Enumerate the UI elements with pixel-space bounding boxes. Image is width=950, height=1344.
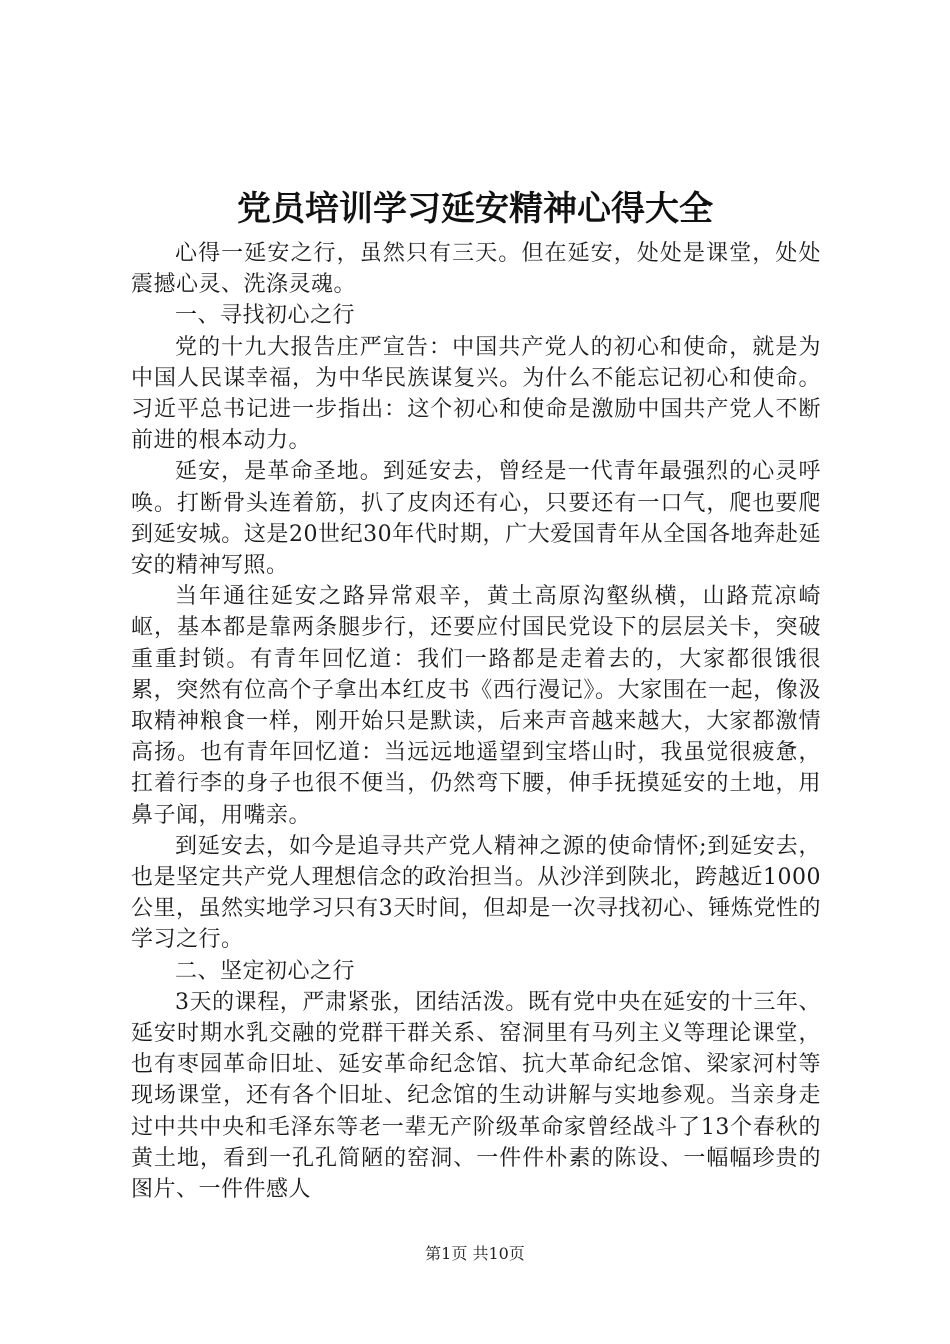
section-heading: 一、寻找初心之行: [175, 303, 356, 329]
section-heading: 二、坚定初心之行: [175, 958, 356, 984]
paragraph: 到延安去，如今是追寻共产党人精神之源的使命情怀;到延安去，也是坚定共产党人理想信念的政治担当。从沙洋到陕北，跨越近1000公里，虽然实地学习只有3天时间，但却是一次寻找初心、锤炼党性的学习之行。: [131, 833, 821, 953]
paragraph: 党的十九大报告庄严宣告：中国共产党人的初心和使命，就是为中国人民谋幸福，为中华民族谋复兴。为什么不能忘记初心和使命。习近平总书记进一步指出：这个初心和使命是激励中国共产党人不断前进的根本动力。: [131, 334, 821, 454]
document-title: 党员培训学习延安精神心得大全: [237, 189, 713, 229]
document-body: [131, 238, 821, 1205]
page-footer: 第1页 共10页: [425, 1244, 525, 1263]
paragraph: 心得一延安之行，虽然只有三天。但在延安，处处是课堂，处处震撼心灵、洗涤灵魂。: [131, 241, 821, 298]
paragraph: 3天的课程，严肃紧张，团结活泼。既有党中央在延安的十三年、延安时期水乳交融的党群干群关系、窑洞里有马列主义等理论课堂，也有枣园革命旧址、延安革命纪念馆、抗大革命纪念馆、梁家河村等现场课堂，还有各个旧址、纪念馆的生动讲解与实地参观。当亲身走过中共中央和毛泽东等老一辈无产阶级革命家曾经战斗了13个春秋的黄土地，看到一孔孔简陋的窑洞、一件件朴素的陈设、一幅幅珍贵的图片、一件件感人: [131, 989, 821, 1203]
paragraph: 当年通往延安之路异常艰辛，黄土高原沟壑纵横，山路荒凉崎岖，基本都是靠两条腿步行，还要应付国民党设下的层层关卡，突破重重封锁。有青年回忆道：我们一路都是走着去的，大家都很饿很累，突然有位高个子拿出本红皮书《西行漫记》。大家围在一起，像汲取精神粮食一样，刚开始只是默读，后来声音越来越大，大家都激情高扬。也有青年回忆道：当远远地遥望到宝塔山时，我虽觉很疲惫，扛着行李的身子也很不便当，仍然弯下腰，伸手抚摸延安的土地，用鼻子闻，用嘴亲。: [131, 584, 821, 828]
paragraph: 延安，是革命圣地。到延安去，曾经是一代青年最强烈的心灵呼唤。打断骨头连着筋，扒了皮肉还有心，只要还有一口气，爬也要爬到延安城。这是20世纪30年代时期，广大爱国青年从全国各地奔赴延安的精神写照。: [131, 459, 821, 579]
